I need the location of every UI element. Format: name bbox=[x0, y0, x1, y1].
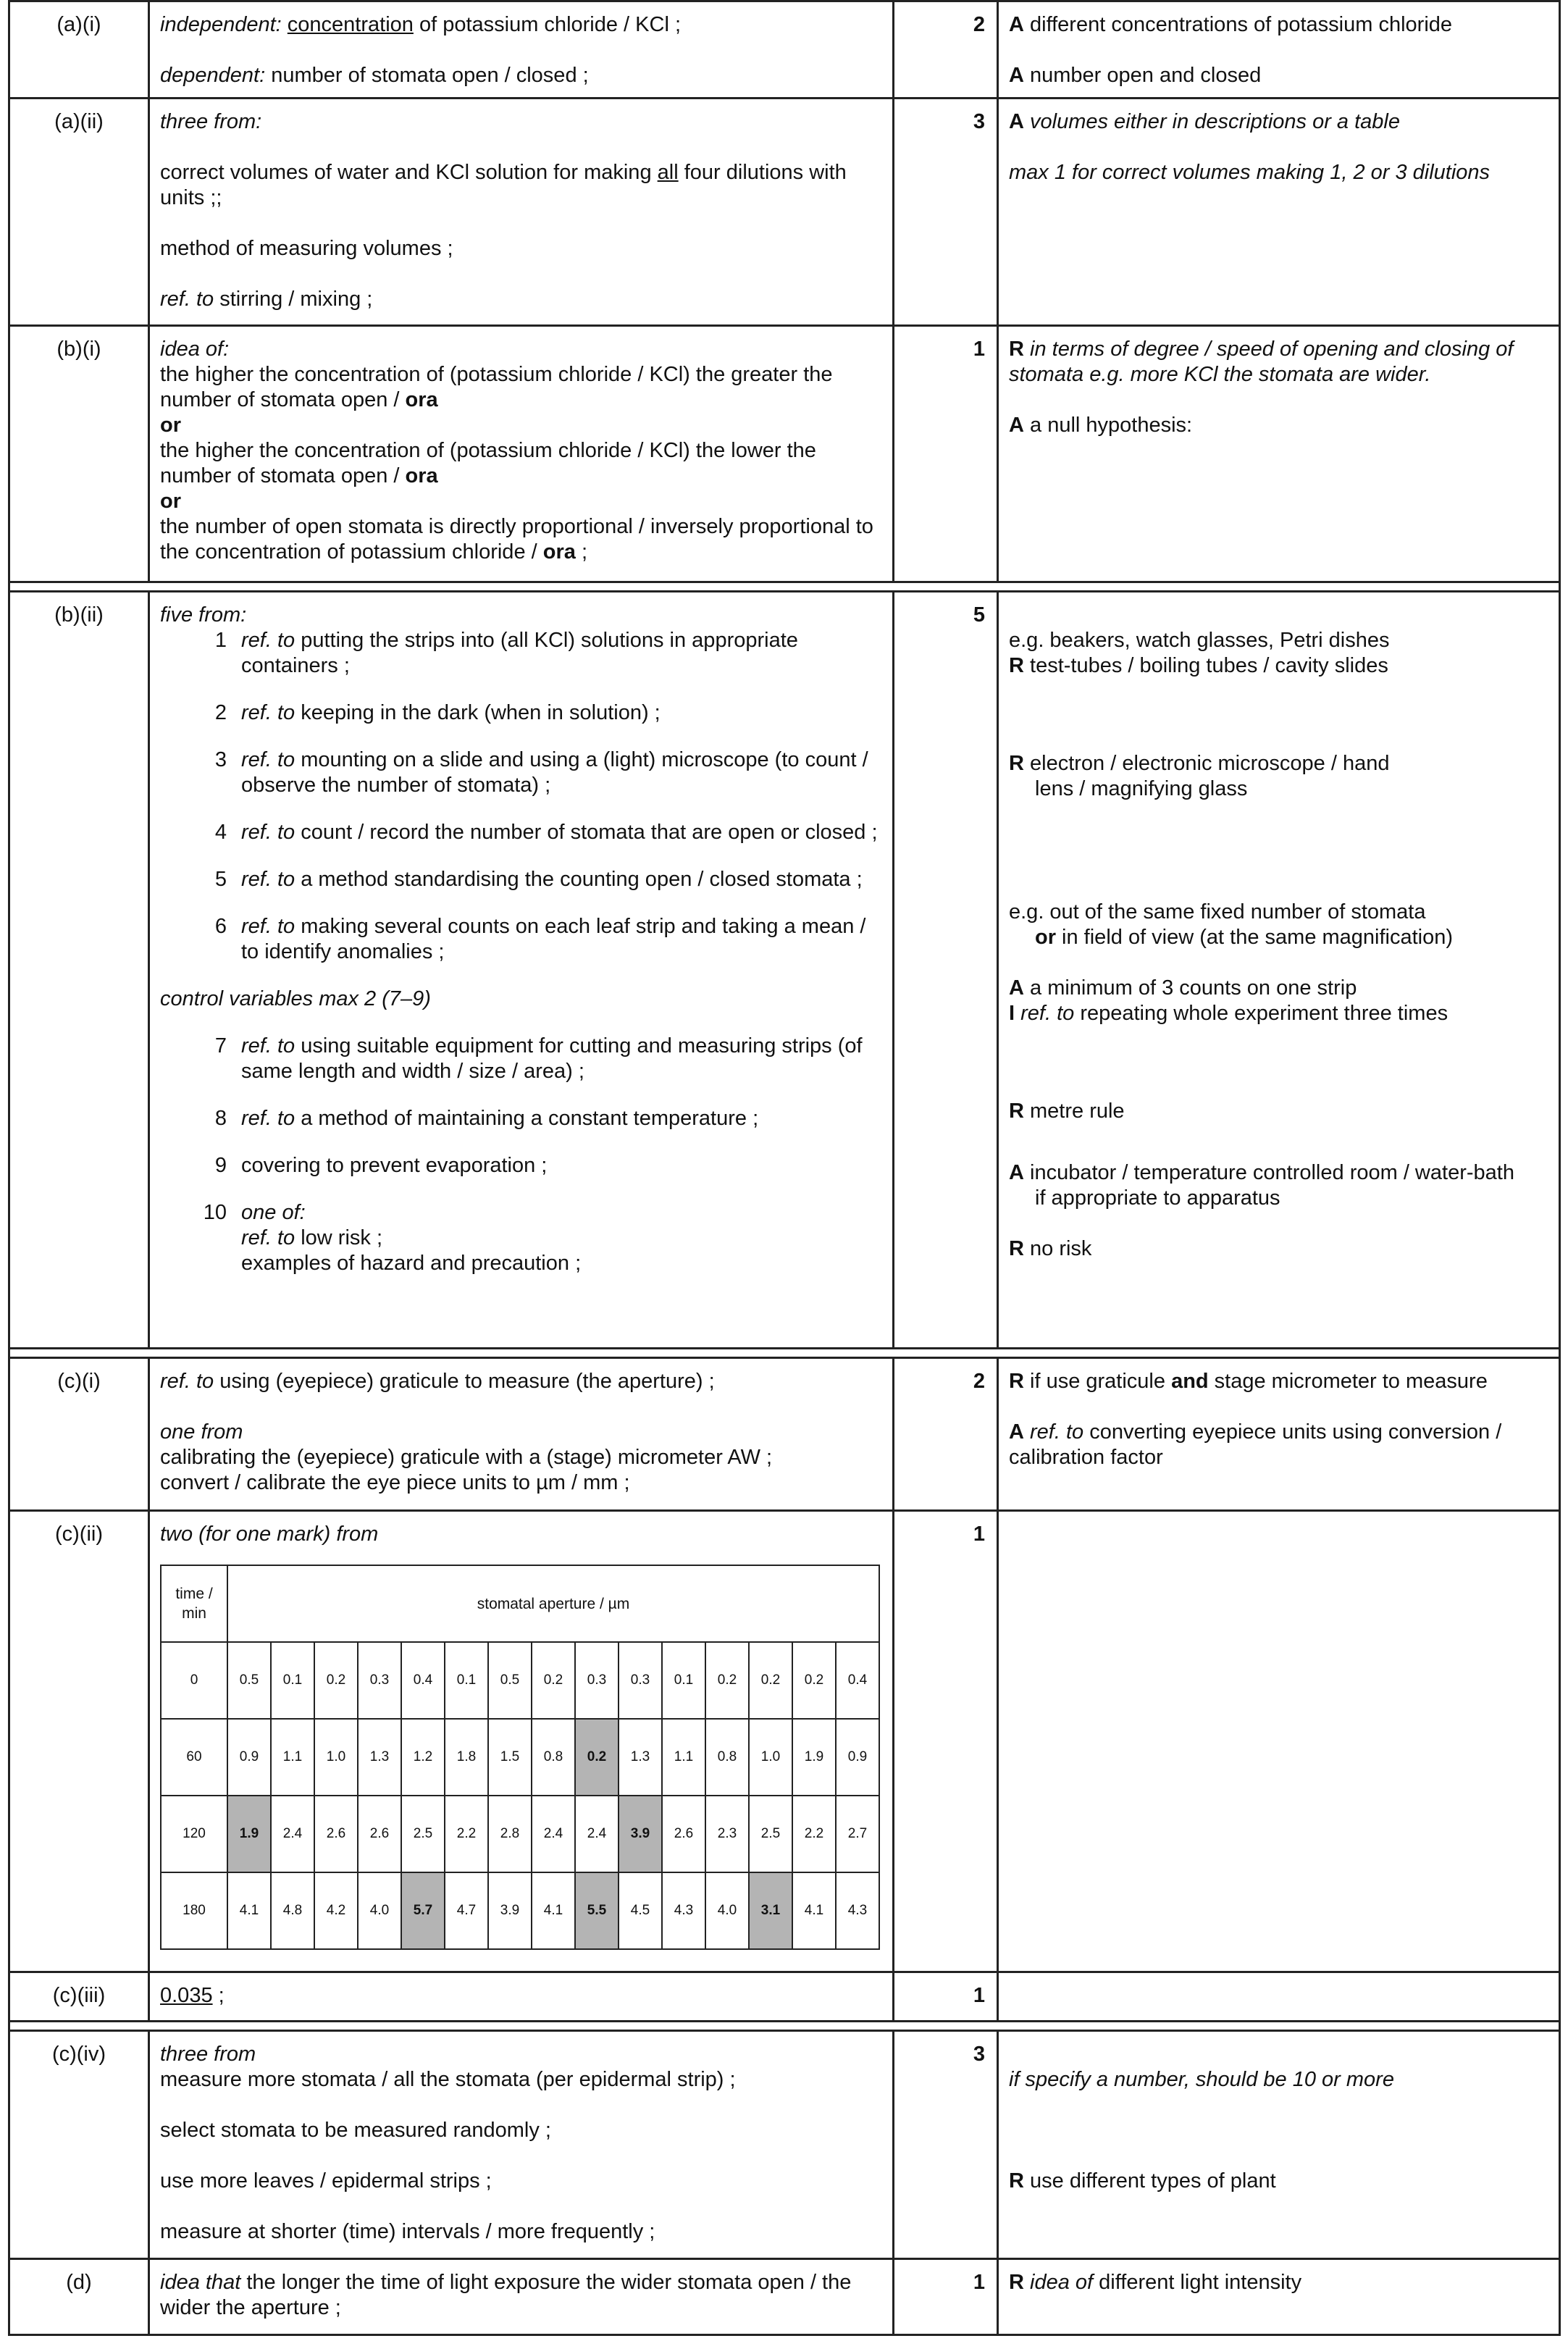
answer-cell: five from: 1 ref. to putting the strips into (all KCl) solutions in appropriate containers ; 2 ref. to keeping in the dark (when in solution) ; 3 ref. to mounting on a slide and using a (light) microscope (to count / observe the number of stomata) ; 4 ref. to count / record the number of stomata that are open or closed ; 5 ref. to a method standardising the counting open / closed stomata ; 6 ref. to making several counts on each leaf strip and taking a mean / to identify anomalies ; control variables max 2 (7–9) 7 ref. to using suitable equipment for cutting and measuring strips (of same length and width / size / area) ; 8 ref. to a method of maintaining a constant temperature ; 9 covering to prevent evaporation ; 10 one of: ref. to low risk ; examples of hazard and precaution ; bbox=[150, 592, 894, 1347]
marks-cell: 5 bbox=[894, 592, 999, 1347]
question-number: (c)(i) bbox=[10, 1359, 150, 1509]
marks-cell: 1 bbox=[894, 1973, 999, 2020]
aperture-cell: 0.2 bbox=[705, 1642, 749, 1719]
answer-cell: independent: concentration of potassium chloride / KCl ; dependent: number of stomata open / closed ; bbox=[150, 2, 894, 97]
question-number: (c)(iv) bbox=[10, 2032, 150, 2258]
aperture-cell: 2.8 bbox=[488, 1796, 532, 1872]
row-d bbox=[10, 2260, 1559, 2336]
aperture-cell: 2.5 bbox=[749, 1796, 792, 1872]
aperture-cell: 0.9 bbox=[227, 1719, 271, 1796]
anomaly-cell: 5.5 bbox=[575, 1872, 619, 1949]
question-number: (a)(i) bbox=[10, 2, 150, 97]
answer-cell: two (for one mark) from time / min stomatal aperture / µm 0 0.5 0.1 0.2 0.3 0.4 0.1 0.5 0.2 0.3 0.3 0.1 0.2 0.2 0.2 0.4 60 0.9 1.1 1.0 1.3 1.2 1.8 1.5 0.8 0.2 1.3 1.1 0.8 1.0 1.9 0.9 120 1.9 2.4 2.6 2.6 2.5 2.2 2.8 2.4 2.4 3.9 2.6 2.3 2.5 2.2 2.7 180 4.1 4.8 4.2 4.0 5.7 4.7 3.9 4.1 5.5 4.5 4.3 4.0 3.1 4.1 4.3 bbox=[150, 1512, 894, 1971]
aperture-cell: 4.1 bbox=[532, 1872, 575, 1949]
row-c-i bbox=[10, 1359, 1559, 1512]
marks-cell: 3 bbox=[894, 99, 999, 324]
aperture-cell: 2.6 bbox=[314, 1796, 358, 1872]
aperture-cell: 0.2 bbox=[314, 1642, 358, 1719]
time-cell: 0 bbox=[161, 1642, 227, 1719]
aperture-cell: 0.1 bbox=[445, 1642, 488, 1719]
anomaly-cell: 3.9 bbox=[619, 1796, 662, 1872]
row-a-ii bbox=[10, 99, 1559, 327]
aperture-row bbox=[161, 1719, 879, 1796]
aperture-cell: 0.2 bbox=[792, 1642, 836, 1719]
time-cell: 120 bbox=[161, 1796, 227, 1872]
aperture-cell: 1.1 bbox=[662, 1719, 705, 1796]
question-number: (b)(ii) bbox=[10, 592, 150, 1347]
marks-cell: 1 bbox=[894, 327, 999, 581]
marks-cell: 2 bbox=[894, 1359, 999, 1509]
row-b-i bbox=[10, 327, 1559, 583]
aperture-cell: 0.2 bbox=[749, 1642, 792, 1719]
aperture-cell: 2.2 bbox=[445, 1796, 488, 1872]
answer-cell: three from measure more stomata / all the stomata (per epidermal strip) ; select stomata to be measured randomly ; use more leaves / epidermal strips ; measure at shorter (time) intervals / more frequently ; bbox=[150, 2032, 894, 2258]
answer-cell: ref. to using (eyepiece) graticule to measure (the aperture) ; one from calibrating the (eyepiece) graticule with a (stage) micrometer AW ; convert / calibrate the eye piece units to µm / mm ; bbox=[150, 1359, 894, 1509]
question-number: (d) bbox=[10, 2260, 150, 2334]
aperture-cell: 1.8 bbox=[445, 1719, 488, 1796]
time-cell: 60 bbox=[161, 1719, 227, 1796]
marks-cell: 1 bbox=[894, 2260, 999, 2334]
guidance-cell: A volumes either in descriptions or a table max 1 for correct volumes making 1, 2 or 3 dilutions bbox=[1009, 110, 1491, 184]
aperture-cell: 2.4 bbox=[271, 1796, 314, 1872]
aperture-cell: 2.6 bbox=[358, 1796, 401, 1872]
aperture-cell: 4.0 bbox=[358, 1872, 401, 1949]
aperture-header: stomatal aperture / µm bbox=[227, 1565, 879, 1642]
aperture-cell: 2.6 bbox=[662, 1796, 705, 1872]
marks-cell: 1 bbox=[894, 1512, 999, 1971]
row-b-ii bbox=[10, 592, 1559, 1349]
guidance-cell bbox=[999, 1512, 1559, 1971]
aperture-cell: 4.5 bbox=[619, 1872, 662, 1949]
time-header: time / min bbox=[161, 1565, 227, 1642]
question-number: (c)(iii) bbox=[10, 1973, 150, 2020]
aperture-cell: 0.8 bbox=[532, 1719, 575, 1796]
question-number: (a)(ii) bbox=[10, 99, 150, 324]
row-c-iv bbox=[10, 2032, 1559, 2260]
answer-cell: three from: correct volumes of water and KCl solution for making all four dilutions with units ;; method of measuring volumes ; ref. to stirring / mixing ; bbox=[150, 99, 894, 324]
aperture-cell: 0.5 bbox=[488, 1642, 532, 1719]
aperture-cell: 2.7 bbox=[836, 1796, 879, 1872]
aperture-cell: 2.3 bbox=[705, 1796, 749, 1872]
aperture-row bbox=[161, 1872, 879, 1949]
row-c-ii bbox=[10, 1512, 1559, 1973]
aperture-cell: 1.0 bbox=[749, 1719, 792, 1796]
aperture-cell: 0.4 bbox=[401, 1642, 445, 1719]
aperture-cell: 2.4 bbox=[532, 1796, 575, 1872]
aperture-cell: 4.8 bbox=[271, 1872, 314, 1949]
mark-scheme-table bbox=[8, 0, 1561, 2336]
time-cell: 180 bbox=[161, 1872, 227, 1949]
aperture-cell: 4.3 bbox=[662, 1872, 705, 1949]
aperture-cell: 4.7 bbox=[445, 1872, 488, 1949]
guidance-cell: R if use graticule and stage micrometer to measure A ref. to converting eyepiece units using conversion / calibration factor bbox=[1009, 1370, 1502, 1469]
question-number: (b)(i) bbox=[10, 327, 150, 581]
aperture-cell: 0.9 bbox=[836, 1719, 879, 1796]
guidance-cell: R idea of different light intensity bbox=[1009, 2271, 1302, 2294]
aperture-cell: 4.0 bbox=[705, 1872, 749, 1949]
aperture-cell: 4.1 bbox=[792, 1872, 836, 1949]
marks-cell: 3 bbox=[894, 2032, 999, 2258]
aperture-cell: 4.1 bbox=[227, 1872, 271, 1949]
stomatal-aperture-table bbox=[160, 1565, 880, 1950]
anomaly-cell: 3.1 bbox=[749, 1872, 792, 1949]
aperture-cell: 1.0 bbox=[314, 1719, 358, 1796]
marks-cell: 2 bbox=[894, 2, 999, 97]
row-a-i bbox=[10, 0, 1559, 99]
aperture-cell: 2.4 bbox=[575, 1796, 619, 1872]
aperture-cell: 1.1 bbox=[271, 1719, 314, 1796]
answer-cell: 0.035 ; bbox=[150, 1973, 894, 2020]
aperture-cell: 1.3 bbox=[358, 1719, 401, 1796]
answer-cell: idea that the longer the time of light exposure the wider stomata open / the wider the aperture ; bbox=[150, 2260, 894, 2334]
guidance-cell: e.g. beakers, watch glasses, Petri dishes R test-tubes / boiling tubes / cavity slides R electron / electronic microscope / hand lens / magnifying glass e.g. out of the same fixed number of stomata or in field of view (at the same magnification) A a minimum of 3 counts on one strip I ref. to repeating whole experiment three times R metre rule A incubator / temperature controlled room / water-bath if appropriate to apparatus R no risk bbox=[1009, 629, 1514, 1260]
aperture-cell: 1.3 bbox=[619, 1719, 662, 1796]
aperture-cell: 0.1 bbox=[271, 1642, 314, 1719]
guidance-cell: R in terms of degree / speed of opening and closing of stomata e.g. more KCl the stomata are wider. A a null hypothesis: bbox=[1009, 338, 1514, 437]
anomaly-cell: 5.7 bbox=[401, 1872, 445, 1949]
anomaly-cell: 1.9 bbox=[227, 1796, 271, 1872]
aperture-cell: 0.8 bbox=[705, 1719, 749, 1796]
answer-cell: idea of: the higher the concentration of (potassium chloride / KCl) the greater the number of stomata open / ora or the higher the concentration of (potassium chloride / KCl) the lower the number of stomata open / ora or the number of open stomata is directly proportional / inversely proportional to the concentration of potassium chloride / ora ; bbox=[150, 327, 894, 581]
row-c-iii bbox=[10, 1973, 1559, 2022]
aperture-cell: 0.3 bbox=[619, 1642, 662, 1719]
aperture-cell: 1.9 bbox=[792, 1719, 836, 1796]
aperture-cell: 0.4 bbox=[836, 1642, 879, 1719]
guidance-cell: A different concentrations of potassium chloride A number open and closed bbox=[1009, 13, 1453, 87]
anomaly-cell: 0.2 bbox=[575, 1719, 619, 1796]
question-number: (c)(ii) bbox=[10, 1512, 150, 1971]
aperture-row bbox=[161, 1796, 879, 1872]
aperture-row bbox=[161, 1642, 879, 1719]
aperture-cell: 0.5 bbox=[227, 1642, 271, 1719]
aperture-cell: 2.2 bbox=[792, 1796, 836, 1872]
aperture-cell: 0.3 bbox=[358, 1642, 401, 1719]
aperture-cell: 0.1 bbox=[662, 1642, 705, 1719]
guidance-cell bbox=[999, 1973, 1559, 2020]
aperture-cell: 4.3 bbox=[836, 1872, 879, 1949]
aperture-cell: 0.3 bbox=[575, 1642, 619, 1719]
aperture-cell: 3.9 bbox=[488, 1872, 532, 1949]
aperture-cell: 1.5 bbox=[488, 1719, 532, 1796]
aperture-cell: 0.2 bbox=[532, 1642, 575, 1719]
aperture-cell: 1.2 bbox=[401, 1719, 445, 1796]
aperture-cell: 2.5 bbox=[401, 1796, 445, 1872]
aperture-cell: 4.2 bbox=[314, 1872, 358, 1949]
guidance-cell: if specify a number, should be 10 or more R use different types of plant bbox=[1009, 2068, 1394, 2193]
